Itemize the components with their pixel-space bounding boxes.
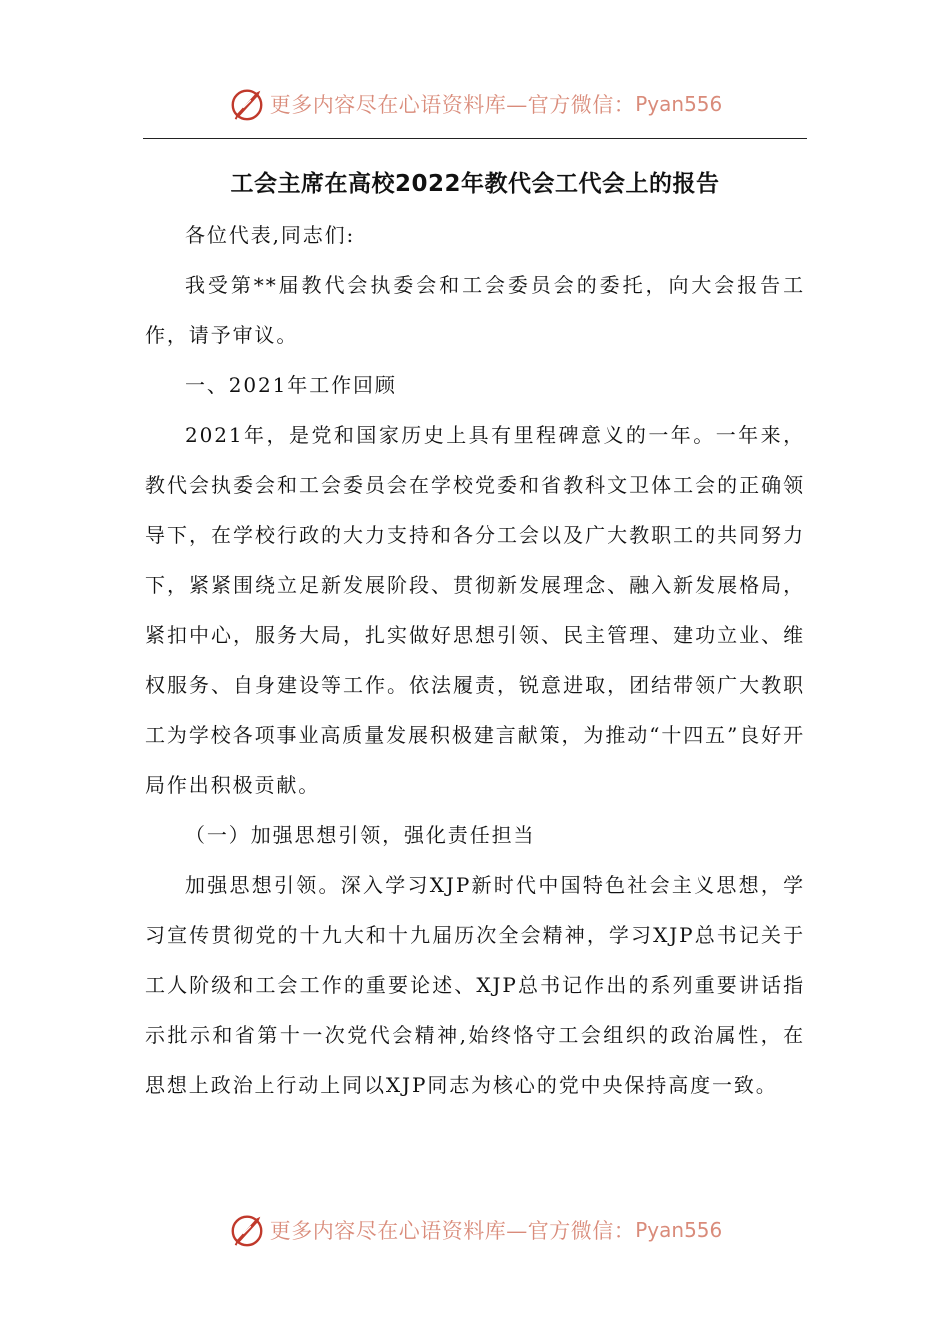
subsection-heading-thought: （一）加强思想引领，强化责任担当 <box>185 823 536 847</box>
salutation: 各位代表,同志们: <box>185 223 356 247</box>
header-watermark-banner <box>0 82 950 126</box>
banner-text: 更多内容尽在心语资料库—官方微信： <box>269 1219 636 1243</box>
paragraph-review: 2021年，是党和国家历史上具有里程碑意义的一年。一年来，教代会执委会和工会委员会在学校党委和省教科文卫体工会的正确领导下，在学校行政的大力支持和各分工会以及广大教职工的共同努力下，紧紧围绕立足新发展阶段、贯彻新发展理念、融入新发展格局，紧扣中心，服务大局，扎实做好思想引领、民主管理、建功立业、维权服务、自身建设等工作。依法履责，锐意进取，团结带领广大教职工为学校各项事业高质量发展积极建言献策，为推动“十四五”良好开局作出积极贡献。 <box>145 423 805 797</box>
paragraph-thought: 加强思想引领。深入学习XJP新时代中国特色社会主义思想，学习宣传贯彻党的十九大和十九届历次全会精神，学习XJP总书记关于工人阶级和工会工作的重要论述、XJP总书记作出的系列重要讲话指示批示和省第十一次党代会精神,始终恪守工会组织的政治属性，在思想上政治上行动上同以XJP同志为核心的党中央保持高度一致。 <box>145 873 805 1097</box>
banner-text: 更多内容尽在心语资料库—官方微信： <box>269 93 636 117</box>
quill-logo-icon <box>228 1211 266 1249</box>
document-body <box>145 164 805 1110</box>
footer-watermark-banner <box>0 1208 950 1252</box>
document-title: 工会主席在高校2022年教代会工代会上的报告 <box>230 171 720 197</box>
paragraph-intro: 我受第**届教代会执委会和工会委员会的委托，向大会报告工作，请予审议。 <box>145 273 805 347</box>
banner-wechat-id: Pyan556 <box>635 1218 723 1242</box>
banner-wechat-id: Pyan556 <box>635 92 723 116</box>
header-divider <box>143 138 807 139</box>
section-heading-review: 一、2021年工作回顾 <box>185 373 397 397</box>
quill-logo-icon <box>228 85 266 123</box>
